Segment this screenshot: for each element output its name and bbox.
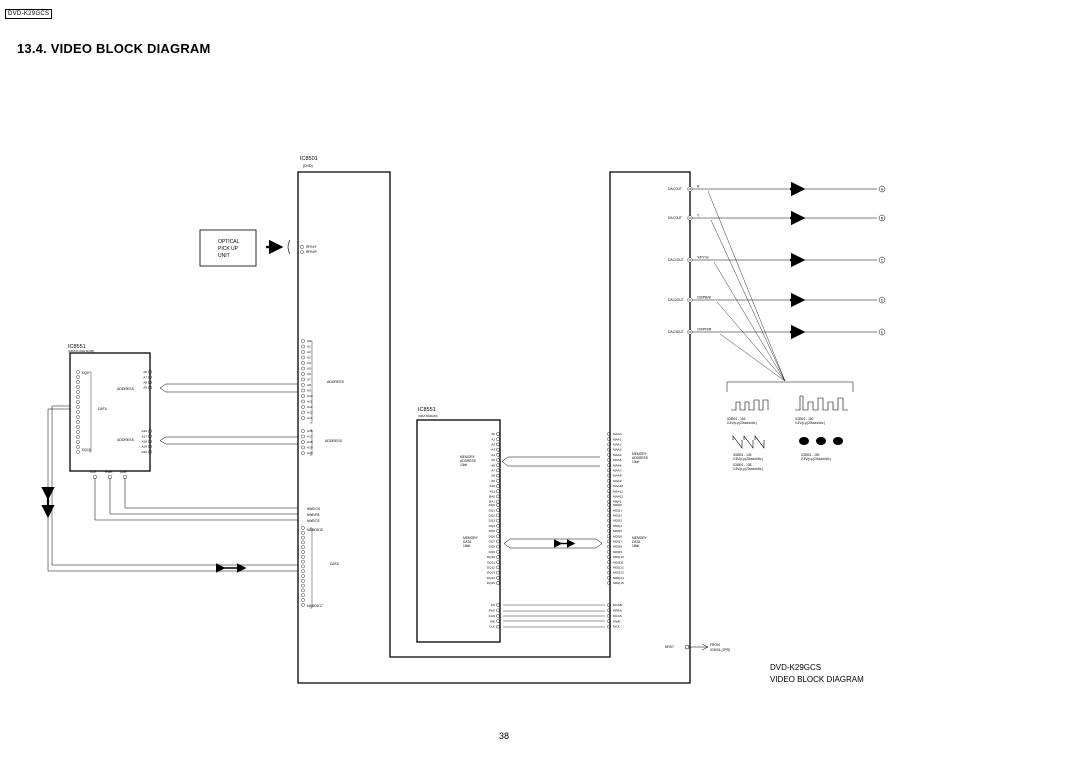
waveform-4 (799, 437, 843, 445)
sdram-ctrl-pin-label-1: RAS (488, 608, 495, 613)
pin-mamod15: MAMOD15 (307, 528, 323, 532)
main-addr-pin-label-3: MAA3 (613, 447, 622, 452)
ic8501-data-pin-14 (301, 594, 304, 597)
main-data-pin-label-8: MDQ8 (613, 544, 622, 549)
dac-signal-0: R (697, 184, 700, 189)
main-data-label-3: 16bit (632, 544, 640, 548)
main-addr-pin-label-10: MAA10 (613, 484, 624, 489)
pickup-line-2: PICK UP (218, 246, 239, 252)
sdram-data-pin-2 (496, 514, 499, 517)
sdram-data-pin-label-4: DQ4 (488, 523, 495, 528)
sdram-ctrl-pin-0 (496, 603, 499, 606)
wave-ref-3: IC8501 - 145 (733, 453, 752, 457)
sdram-data-bus (504, 539, 602, 548)
ic8501-data-pin-3 (301, 541, 304, 544)
sdram-addr-pin-label-7: A7 (491, 468, 495, 473)
ic8501-addr-top-pin-7 (301, 378, 304, 381)
main-addr-label-3: 13bit (632, 460, 640, 464)
main-data-pin-label-12: MDQ12 (613, 565, 624, 570)
ic8501-addr-bottom-pin-3 (301, 446, 304, 449)
dac-signal-1: Y (697, 213, 700, 218)
ic8551-sub: (16M FLASH ROM) (68, 349, 95, 353)
sdram-addr-pin-11 (496, 490, 499, 493)
sdram-data-pin-12 (496, 566, 499, 569)
ic8501-addr-top-pin-2 (301, 350, 304, 353)
sdram-data-pin-15 (496, 581, 499, 584)
sdram-data-pin-label-3: DQ3 (488, 518, 495, 523)
ic8501-addr-bottom-pin-0 (301, 429, 304, 432)
page-title: 13.4. VIDEO BLOCK DIAGRAM (17, 41, 211, 56)
sdram-addr-pin-label-5: A5 (491, 458, 495, 463)
ic8501-addr-top-pin-13 (301, 411, 304, 414)
main-addr-pin-label-4: MAA4 (613, 452, 622, 457)
reset-from: FROM (710, 643, 720, 647)
waveform-3 (733, 436, 764, 448)
flash-pin-oe: #OE (120, 470, 127, 474)
sdram-data-pin-8 (496, 545, 499, 548)
flash-right-a-pin-label-3: A9 (143, 385, 147, 390)
ic8501-addr-top-pin-8 (301, 383, 304, 386)
ic8501-addr-top-pin-label-8: A8 (307, 383, 311, 388)
main-data-label-2: DATA (632, 540, 641, 544)
wave-ref-5: IC8501 - 138 (733, 463, 752, 467)
flash-dq0: DQ0 (82, 371, 89, 375)
sdram-addr-label-2: ADDRESS (460, 459, 476, 463)
flash-left-pin-5 (76, 395, 79, 398)
sdram-data-pin-label-7: DQ7 (488, 539, 495, 544)
flash-data-label: DATA (98, 407, 107, 411)
sdram-addr-pin-label-3: A3 (491, 447, 495, 452)
main-addr-pin-label-7: MAA7 (613, 468, 622, 473)
dac-signal-2: Y/PY/G (697, 255, 709, 260)
main-data-pin-label-14: MDQ14 (613, 575, 624, 580)
dac-outputs (668, 185, 885, 382)
main-data-pin-label-2: MDQ2 (613, 513, 622, 518)
connector-label-2: C (880, 258, 884, 263)
main-addr-pin-label-12: MAA12 (613, 494, 624, 499)
sdram-addr-pin-6 (496, 464, 499, 467)
ic8501-addr-top-pin-label-4: A4 (307, 361, 311, 366)
sdram-data-pin-label-12: DQ12 (486, 565, 495, 570)
sdram-data-pin-label-5: DQ5 (488, 529, 495, 534)
ic8501-addr-top-pin-9 (301, 389, 304, 392)
sdram-ctrl-pin-1 (496, 609, 499, 612)
ic8551-label: IC8551 (68, 344, 86, 350)
reset-from-ic: IC8001 (2PR) (710, 648, 731, 652)
main-ctrl-pin-label-3: MWE (613, 619, 621, 624)
ic8501-addr-top-pin-label-7: A7 (307, 377, 311, 382)
wave-desc-1: 0.4V/p-p(20usec/div.) (727, 421, 758, 425)
flash-left-pin-6 (76, 400, 79, 403)
dac-pin-1: DACOUT (668, 216, 682, 221)
ic8501-data-pins (301, 526, 304, 606)
flash-left-pin-11 (76, 425, 79, 428)
dac-pin-num-2: 32 (688, 259, 692, 262)
ic8501-addr-top-pin-3 (301, 356, 304, 359)
flash-left-pin-2 (76, 380, 79, 383)
waveform-2 (795, 396, 848, 410)
sdram-addr-pin-label-11: A11 (489, 489, 495, 494)
ic8501-addr-top-pin-label-14: A14 (307, 416, 313, 421)
sdram-ctrl-pin-label-3: WE (490, 619, 495, 624)
ic8501-addr-top-pin-label-0: A0 (307, 339, 311, 344)
main-data-label-1: MEMORY (632, 536, 647, 540)
flash-left-pin-8 (76, 410, 79, 413)
sdram-addr-pin-0 (496, 432, 499, 435)
ic8501-addr-top-pin-label-10: A10 (307, 394, 313, 399)
flash-right-a-pin-label-1: A7 (143, 375, 147, 380)
ic8501-addr-top-pin-6 (301, 372, 304, 375)
flash-pin-rwe: RWE (105, 470, 113, 474)
main-data-pin-label-0: MDQ0 (613, 503, 622, 508)
ic8501-data-pin-0 (301, 526, 304, 529)
wave-desc-2: 0.4V/p-p(20usec/div.) (795, 421, 826, 425)
sdram-data-pin-label-10: DQ10 (486, 555, 495, 560)
main-addr-pin-label-6: MAA6 (613, 463, 622, 468)
ic8501-addr-top-pin-label-9: A9 (307, 388, 311, 393)
ic8501-addr-top-pin-label-2: A2 (307, 350, 311, 355)
page-number: 38 (499, 731, 510, 741)
flash-left-pin-14 (76, 440, 79, 443)
main-addr-pin-label-11: MAA11 (613, 489, 623, 494)
flash-right-a-pin-label-2: A8 (143, 380, 147, 385)
main-data-pin-label-5: MDQ5 (613, 529, 622, 534)
sdram-data-pin-14 (496, 576, 499, 579)
sdram-data-pin-label-8: DQ8 (488, 544, 495, 549)
sdram-addr-label-3: 13bit (460, 463, 468, 467)
sdram-data-label-1: MEMORY (463, 536, 478, 540)
sdram-data-pin-label-14: DQ14 (486, 575, 495, 580)
wave-leader-0 (708, 191, 785, 381)
pin-rfin-y: RFIN/Y (306, 245, 317, 249)
sdram-addr-pin-label-10: A10 (489, 484, 495, 489)
ic8501-addr-top-pin-4 (301, 361, 304, 364)
ic8501-addr-bottom-pin-label-4: A20 (307, 451, 313, 456)
ic8501-addr-bottom-pin-1 (301, 435, 304, 438)
sdram-data-pin-label-9: DQ9 (488, 549, 495, 554)
ic8551-flash-block (68, 344, 150, 474)
sdram-data-pin-3 (496, 519, 499, 522)
main-data-pin-label-7: MDQ7 (613, 539, 622, 544)
ic8501-addr-top-pin-label-12: A12 (307, 405, 313, 410)
flash-address-label-2: ADDRESS (117, 438, 134, 442)
flash-left-pin-9 (76, 415, 79, 418)
ic8501-addr-top-pin-12 (301, 405, 304, 408)
ic8501-data-pin-12 (301, 584, 304, 587)
connector-label-3: D (880, 298, 884, 303)
waveform-1 (731, 400, 768, 410)
wave-ref-1: IC8501 - 163 (727, 417, 746, 421)
ic8501-address-label-bottom: ADDRESS (325, 439, 342, 443)
ic8501-addr-top-pin-11 (301, 400, 304, 403)
flash-left-pin-3 (76, 385, 79, 388)
sdram-ctrl-pin-4 (496, 625, 499, 628)
ic8501-addr-bottom-pin-label-1: A17 (307, 434, 313, 439)
ic8501-data-pin-7 (301, 560, 304, 563)
flash-data-bus (48, 406, 298, 571)
dac-pin-num-0: 28 (688, 188, 692, 191)
footer-title: VIDEO BLOCK DIAGRAM (770, 675, 864, 684)
main-data-pin-label-4: MDQ4 (613, 523, 622, 528)
wave-leader-3 (717, 302, 785, 381)
sdram-addr-pin-2 (496, 443, 499, 446)
pin-nwe-re: NWE/RE (307, 513, 320, 517)
flash-right-a-pin-label-0: A6 (143, 370, 147, 375)
ic8501-addr-bottom-pin-label-2: A18 (307, 440, 313, 445)
sdram-addr-pin-7 (496, 469, 499, 472)
pin-mamod17: MAMOD17 (307, 604, 323, 608)
ic8501-data-pin-5 (301, 550, 304, 553)
flash-left-pin-13 (76, 435, 79, 438)
flash-left-pins (76, 370, 79, 453)
sdram-addr-pin-12 (496, 495, 499, 498)
sdram-addr-pin-label-9: A9 (491, 478, 495, 483)
main-addr-label-1: MEMORY (632, 452, 647, 456)
sdram-data-label-3: 16bit (463, 544, 471, 548)
main-addr-pin-label-2: MAA2 (613, 442, 622, 447)
connector-label-1: B (880, 216, 884, 221)
connector-label-0: A (880, 187, 884, 192)
main-ctrl-pin-label-2: MCAS (613, 613, 622, 618)
main-addr-pin-label-8: MAA8 (613, 473, 622, 478)
sdram-address-bus (502, 457, 600, 466)
main-addr-pin-label-0: MAA0 (613, 432, 622, 437)
flash-left-pin-12 (76, 430, 79, 433)
sdram-data-pin-0 (496, 503, 499, 506)
main-data-pin-label-15: MDQ15 (613, 581, 624, 586)
dac-pin-0: DACOUT (668, 187, 682, 192)
ic8501-addr-bottom-pin-4 (301, 451, 304, 454)
ic8501-data-pin-10 (301, 574, 304, 577)
sdram-ctrl-pin-label-4: CLK (488, 624, 495, 629)
flash-right-b-pin-label-1: A17 (141, 434, 147, 439)
flash-left-pin-0 (76, 370, 79, 373)
sdram-data-pin-label-15: DQ15 (486, 581, 495, 586)
pin-nwe-ce: NWE/CE (307, 519, 320, 523)
flash-left-pin-10 (76, 420, 79, 423)
ic8501-data-pin-16 (301, 603, 304, 606)
pickup-line-3: UNIT (218, 253, 230, 259)
main-data-pin-label-9: MDQ9 (613, 549, 622, 554)
ic8501-addr-top-pin-label-6: A6 (307, 372, 311, 377)
ic8501-addr-bottom-pin-label-0: A16 (307, 429, 313, 434)
sdram-ctrl-pin-2 (496, 614, 499, 617)
main-addr-label-2: ADDRESS (632, 456, 648, 460)
ic8501-data-pin-11 (301, 579, 304, 582)
ic8501-data-pin-4 (301, 546, 304, 549)
ic8501-addr-top-pin-label-11: A11 (307, 399, 313, 404)
main-data-pin-label-10: MDQ10 (613, 555, 624, 560)
ic8501-data-pin-15 (301, 598, 304, 601)
sdram-data-pin-label-11: DQ11 (487, 560, 495, 565)
ic8501-addr-top-pin-5 (301, 367, 304, 370)
dac-pin-num-3: 27 (688, 299, 692, 302)
ic8501-label: IC8501 (300, 156, 318, 162)
ic8501-data-pin-9 (301, 570, 304, 573)
pin-nwe-cn: NWE/CN (307, 507, 320, 511)
flash-right-b-pin-label-3: A19 (141, 444, 147, 449)
sdram-addr-pin-10 (496, 484, 499, 487)
sdram-label: IC8551 (418, 407, 436, 413)
pin-rfin-p: RFIN/P (306, 250, 317, 254)
footer-model: DVD-K29GCS (770, 663, 822, 672)
main-addr-pin-label-13: MBA1 (613, 499, 622, 504)
flash-left-pin-1 (76, 375, 79, 378)
connector-label-4: E (880, 330, 884, 335)
sdram-addr-pin-4 (496, 453, 499, 456)
sdram-sub: (64M SDRAM) (418, 414, 438, 418)
dac-pin-4: DAC3OUT (668, 330, 684, 335)
sdram-data-pin-9 (496, 550, 499, 553)
dac-pin-num-4: 29 (688, 331, 692, 334)
flash-control-lines (95, 478, 298, 520)
sdram-data-pin-label-2: DQ2 (488, 513, 495, 518)
dac-pin-num-1: 30 (688, 217, 692, 220)
sdram-addr-pin-label-1: A1 (491, 437, 495, 442)
flash-left-pin-7 (76, 405, 79, 408)
main-data-pin-label-3: MDQ3 (613, 518, 622, 523)
flash-right-b-pin-label-2: A18 (141, 439, 147, 444)
flash-right-b-pin-label-0: A16 (141, 429, 147, 434)
flash-address-bus-1 (160, 384, 298, 392)
flash-right-b-pin-label-4: A20 (141, 449, 147, 454)
ic8501-addr-bottom-pin-label-3: A19 (307, 445, 313, 450)
ic8501-addr-top-pin-label-13: A13 (307, 410, 313, 415)
ic8501-sub: (DVD) (303, 164, 313, 168)
sdram-addr-pin-13 (496, 500, 499, 503)
ic8501-addr-top-pin-1 (301, 345, 304, 348)
sdram-ctrl-pin-label-0: CS (490, 603, 495, 608)
main-ctrl-pin-label-1: MRAS (613, 608, 622, 613)
wave-leader-2 (714, 262, 785, 381)
sdram-addr-pin-8 (496, 474, 499, 477)
sdram-addr-pin-3 (496, 448, 499, 451)
ic8501-data-pin-6 (301, 555, 304, 558)
dac-pin-2: DAC1OUT (668, 258, 684, 263)
sdram-data-label-2: DATA (463, 540, 472, 544)
main-data-pin-label-6: MDQ6 (613, 534, 622, 539)
sdram-data-pin-label-6: DQ6 (488, 534, 495, 539)
flash-address-label-1: ADDRESS (117, 387, 134, 391)
ic8501-data-pin-13 (301, 589, 304, 592)
sdram-addr-pin-label-4: A4 (491, 452, 495, 457)
wave-desc-4: 0.5V/p-p(20usec/div.) (801, 457, 832, 461)
ic8501-addr-bottom-pin-2 (301, 440, 304, 443)
sdram-addr-pin-9 (496, 479, 499, 482)
ic8501-data-pin-1 (301, 531, 304, 534)
sdram-data-pin-label-13: DQ13 (486, 570, 495, 575)
sdram-data-pin-label-0: DQ0 (488, 503, 495, 508)
ic8501-address-label-top: ADDRESS (327, 380, 344, 384)
main-data-pin-label-1: MDQ1 (613, 508, 622, 513)
wave-leader-1 (711, 220, 785, 381)
sdram-addr-label-1: MEMORY (460, 455, 475, 459)
main-addr-pin-label-9: MAA9 (613, 478, 622, 483)
sdram-addr-pin-label-8: A8 (491, 473, 495, 478)
sdram-pins (487, 432, 500, 629)
sdram-addr-pin-1 (496, 438, 499, 441)
pickup-line-1: OPTICAL (218, 239, 240, 245)
reset-line (685, 644, 708, 650)
flash-left-pin-16 (76, 450, 79, 453)
main-ctrl-pin-label-4: MCK (613, 624, 620, 629)
ic8501-addr-top-pin-label-5: A5 (307, 366, 311, 371)
optical-pickup-unit (200, 230, 256, 266)
sdram-addr-pin-label-13: BA1 (489, 499, 495, 504)
sdram-addr-pin-label-12: BA0 (489, 494, 495, 499)
sdram-addr-pin-5 (496, 458, 499, 461)
dac-signal-3: CB/PB/B (697, 295, 711, 300)
flash-dq15: DQ15 (82, 448, 91, 452)
pin-nrst: NRST (665, 645, 674, 649)
main-data-pin-label-11: MDQ11 (613, 560, 624, 565)
sdram-data-pin-13 (496, 571, 499, 574)
sdram-data-pin-4 (496, 524, 499, 527)
dac-signal-4: CR/PR/R (697, 327, 712, 332)
flash-address-bus-2 (160, 437, 298, 444)
ic8501-address-pins (301, 339, 312, 455)
ic8501-data-label: DATA (330, 562, 339, 566)
ic8501-addr-top-pin-label-1: A1 (307, 344, 311, 349)
sdram-ctrl-pin-3 (496, 620, 499, 623)
sdram-data-pin-7 (496, 540, 499, 543)
main-addr-pin-label-1: MAA1 (613, 437, 622, 442)
sdram-ctrl-pin-label-2: CAS (488, 613, 495, 618)
wave-leader-4 (720, 334, 785, 381)
sdram-addr-pin-label-0: A0 (491, 432, 495, 437)
flash-pin-ce: #CE (90, 470, 97, 474)
model-tag: DVD-K29GCS (5, 9, 52, 19)
wave-desc-5: 0.5V/p-p(20usec/div.) (733, 467, 764, 471)
dac-pin-3: DAC2OUT (668, 298, 684, 303)
main-addr-pin-label-5: MAA5 (613, 458, 622, 463)
sdram-addr-pin-label-6: A6 (491, 463, 495, 468)
sdram-data-pin-11 (496, 561, 499, 564)
flash-left-pin-4 (76, 390, 79, 393)
ic8501-addr-top-pin-14 (301, 416, 304, 419)
wave-ref-2: IC8501 - 150 (795, 417, 814, 421)
main-ctrl-pin-label-0: MCSB (613, 603, 622, 608)
sdram-data-pin-5 (496, 529, 499, 532)
waveform-panel (727, 382, 853, 392)
ic8501-addr-top-pin-label-3: A3 (307, 355, 311, 360)
ic8501-addr-top-pin-10 (301, 394, 304, 397)
sdram-data-pin-1 (496, 509, 499, 512)
wave-desc-3: 0.5V/p-p(20usec/div.) (733, 457, 764, 461)
ic8501-addr-top-pin-0 (301, 339, 304, 342)
ic8501-data-pin-2 (301, 536, 304, 539)
sdram-data-pin-6 (496, 535, 499, 538)
sdram-control-lines (503, 605, 605, 627)
pickup-bracket (288, 240, 290, 254)
main-data-pin-label-13: MDQ13 (613, 570, 624, 575)
sdram-data-pin-10 (496, 555, 499, 558)
sdram-addr-pin-label-2: A2 (491, 442, 495, 447)
ic8501-data-pin-8 (301, 565, 304, 568)
ic8551-sdram-block (417, 407, 500, 642)
flash-left-pin-15 (76, 445, 79, 448)
sdram-data-pin-label-1: DQ1 (488, 508, 495, 513)
wave-ref-4: IC8501 - 153 (801, 453, 820, 457)
